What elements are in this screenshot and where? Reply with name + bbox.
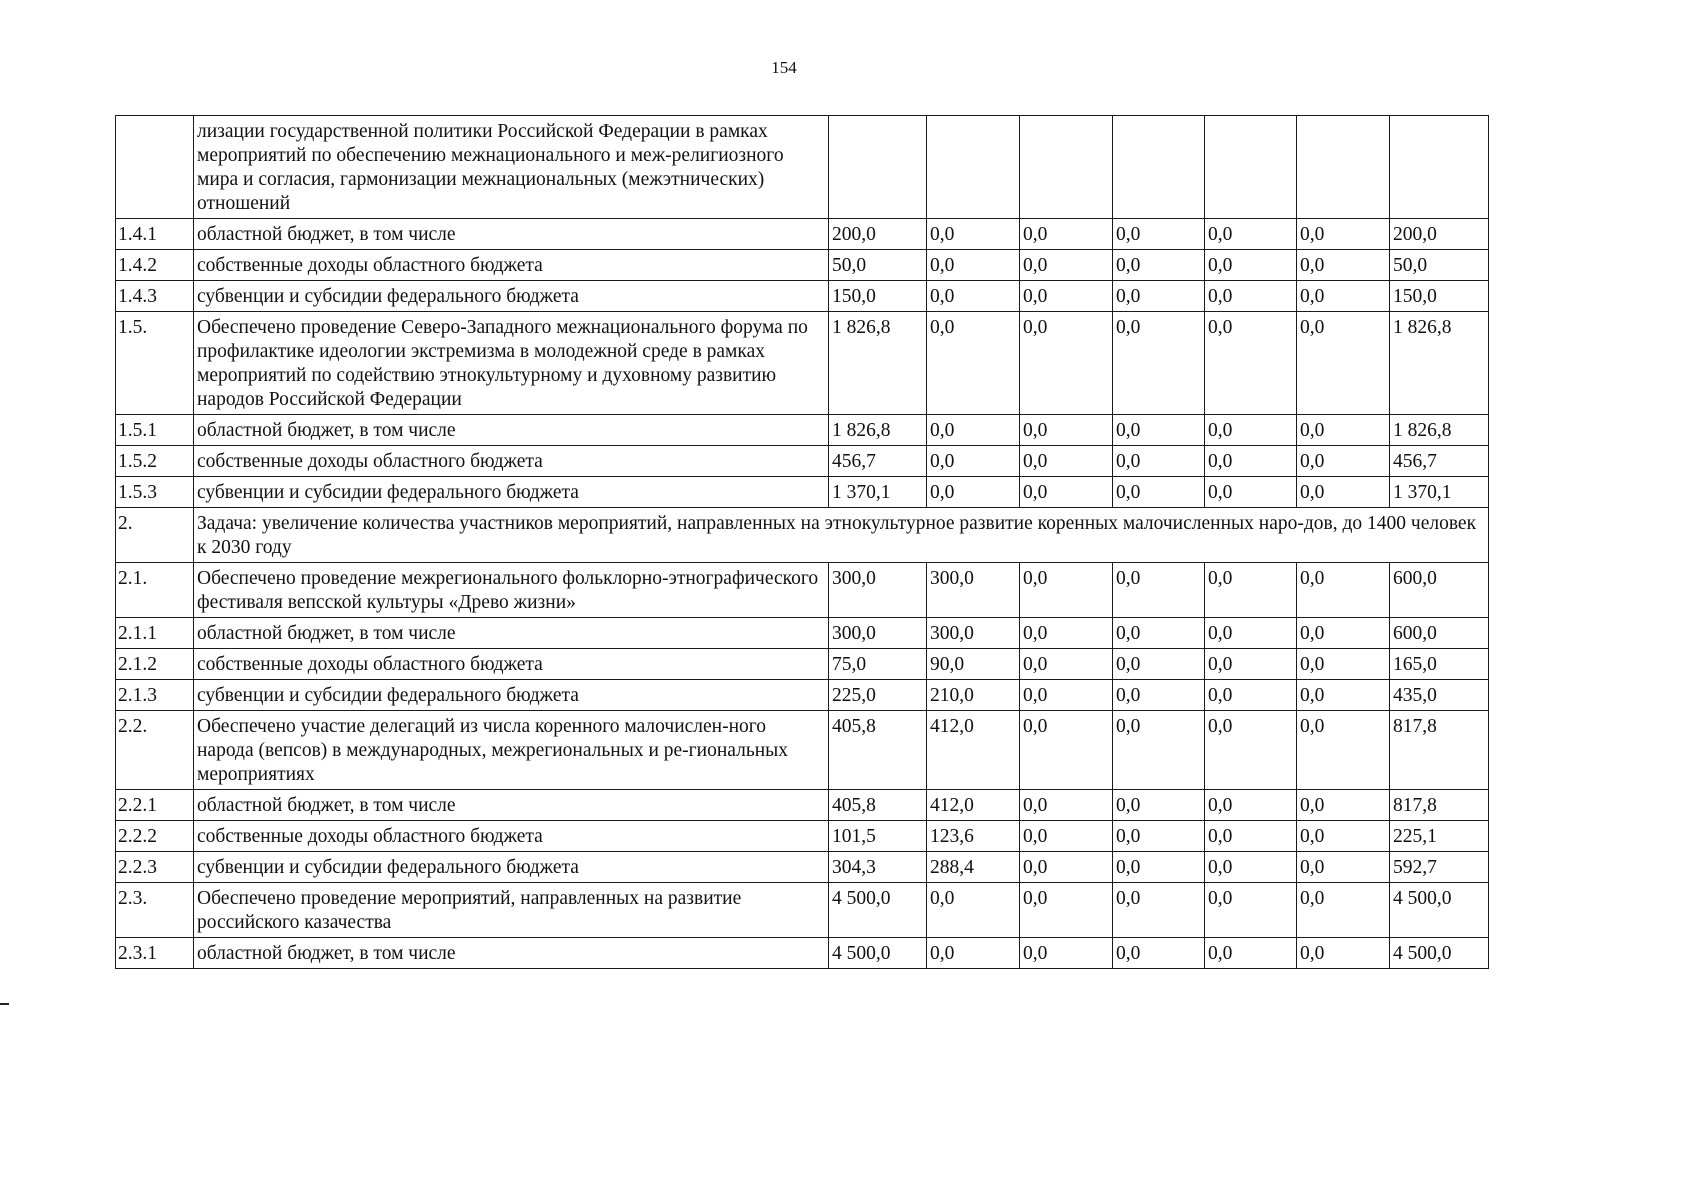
table-row	[116, 883, 1489, 938]
table-row	[116, 618, 1489, 649]
value-cell: 0,0	[1020, 649, 1113, 680]
value-cell-total: 600,0	[1390, 563, 1489, 618]
table-body	[116, 116, 1489, 969]
value-cell-total: 817,8	[1390, 790, 1489, 821]
value-cell: 123,6	[927, 821, 1020, 852]
row-description: областной бюджет, в том числе	[194, 219, 829, 250]
value-cell-total: 225,1	[1390, 821, 1489, 852]
row-number: 1.5.3	[116, 477, 194, 508]
row-number: 2.1.3	[116, 680, 194, 711]
value-cell: 0,0	[1205, 477, 1297, 508]
value-cell: 0,0	[1113, 250, 1205, 281]
value-cell: 456,7	[829, 446, 927, 477]
value-cell: 0,0	[1297, 852, 1390, 883]
value-cell-total: 1 370,1	[1390, 477, 1489, 508]
row-number: 2.1.2	[116, 649, 194, 680]
value-cell: 0,0	[1205, 821, 1297, 852]
table-row	[116, 415, 1489, 446]
value-cell: 0,0	[1113, 563, 1205, 618]
value-cell: 0,0	[1020, 938, 1113, 969]
value-cell: 412,0	[927, 711, 1020, 790]
row-number: 1.4.2	[116, 250, 194, 281]
value-cell: 300,0	[829, 618, 927, 649]
value-cell: 0,0	[1020, 883, 1113, 938]
value-cell: 0,0	[1113, 446, 1205, 477]
value-cell-total	[1390, 116, 1489, 219]
value-cell: 0,0	[1205, 883, 1297, 938]
value-cell: 0,0	[1020, 415, 1113, 446]
value-cell: 0,0	[1020, 852, 1113, 883]
value-cell: 405,8	[829, 711, 927, 790]
row-description: лизации государственной политики Российской Федерации в рамках мероприятий по обеспечению межнационального и меж-религиозного мира и согласия, гармонизации межнациональных (межэтнических) отношений	[194, 116, 829, 219]
value-cell: 0,0	[1297, 415, 1390, 446]
value-cell: 0,0	[1297, 649, 1390, 680]
value-cell	[927, 116, 1020, 219]
value-cell: 0,0	[1113, 281, 1205, 312]
value-cell: 0,0	[1020, 446, 1113, 477]
value-cell: 200,0	[829, 219, 927, 250]
value-cell: 4 500,0	[829, 883, 927, 938]
row-description: субвенции и субсидии федерального бюджета	[194, 477, 829, 508]
value-cell: 0,0	[1020, 312, 1113, 415]
value-cell: 225,0	[829, 680, 927, 711]
value-cell: 0,0	[1113, 618, 1205, 649]
value-cell	[1205, 116, 1297, 219]
value-cell-total: 435,0	[1390, 680, 1489, 711]
value-cell: 0,0	[927, 938, 1020, 969]
value-cell: 0,0	[1297, 477, 1390, 508]
value-cell-total: 817,8	[1390, 711, 1489, 790]
value-cell-total: 1 826,8	[1390, 415, 1489, 446]
value-cell: 0,0	[1297, 618, 1390, 649]
row-description: субвенции и субсидии федерального бюджета	[194, 680, 829, 711]
value-cell: 0,0	[1297, 281, 1390, 312]
value-cell: 0,0	[1297, 446, 1390, 477]
value-cell: 0,0	[1113, 680, 1205, 711]
row-description: Обеспечено проведение Северо-Западного межнационального форума по профилактике идеологии экстремизма в молодежной среде в рамках мероприятий по содействию этнокультурному и духовному развитию народов Российской Федерации	[194, 312, 829, 415]
value-cell: 0,0	[1113, 477, 1205, 508]
table-row	[116, 563, 1489, 618]
value-cell-total: 1 826,8	[1390, 312, 1489, 415]
value-cell: 300,0	[927, 618, 1020, 649]
value-cell: 1 826,8	[829, 415, 927, 446]
value-cell: 0,0	[1113, 711, 1205, 790]
value-cell: 0,0	[1020, 680, 1113, 711]
row-description: собственные доходы областного бюджета	[194, 649, 829, 680]
row-number: 1.4.3	[116, 281, 194, 312]
value-cell	[829, 116, 927, 219]
value-cell: 0,0	[927, 312, 1020, 415]
row-number: 1.4.1	[116, 219, 194, 250]
page-number: 154	[771, 58, 797, 77]
value-cell: 0,0	[1020, 563, 1113, 618]
row-description: областной бюджет, в том числе	[194, 938, 829, 969]
value-cell: 0,0	[1020, 281, 1113, 312]
value-cell-total: 165,0	[1390, 649, 1489, 680]
value-cell: 0,0	[1297, 219, 1390, 250]
value-cell-total: 150,0	[1390, 281, 1489, 312]
value-cell: 0,0	[1297, 883, 1390, 938]
table-row	[116, 649, 1489, 680]
table-row	[116, 508, 1489, 563]
row-number: 2.2.2	[116, 821, 194, 852]
value-cell: 210,0	[927, 680, 1020, 711]
row-number: 1.5.1	[116, 415, 194, 446]
table-row	[116, 790, 1489, 821]
row-description: Обеспечено участие делегаций из числа коренного малочислен-ного народа (вепсов) в международных, межрегиональных и ре-гиональных мероприятиях	[194, 711, 829, 790]
value-cell: 0,0	[1205, 415, 1297, 446]
value-cell: 0,0	[1205, 852, 1297, 883]
row-description: областной бюджет, в том числе	[194, 618, 829, 649]
value-cell: 0,0	[1205, 938, 1297, 969]
value-cell: 405,8	[829, 790, 927, 821]
value-cell: 0,0	[1020, 711, 1113, 790]
value-cell: 0,0	[1205, 790, 1297, 821]
value-cell: 288,4	[927, 852, 1020, 883]
value-cell: 0,0	[1020, 250, 1113, 281]
table-row	[116, 312, 1489, 415]
row-description: областной бюджет, в том числе	[194, 790, 829, 821]
row-description: Обеспечено проведение межрегионального фольклорно-этнографического фестиваля вепсской культуры «Древо жизни»	[194, 563, 829, 618]
value-cell: 0,0	[1205, 649, 1297, 680]
value-cell: 304,3	[829, 852, 927, 883]
row-number: 2.3.	[116, 883, 194, 938]
row-number: 2.2.3	[116, 852, 194, 883]
value-cell: 101,5	[829, 821, 927, 852]
value-cell	[1113, 116, 1205, 219]
value-cell: 0,0	[1020, 821, 1113, 852]
value-cell: 0,0	[1297, 563, 1390, 618]
value-cell: 0,0	[1205, 563, 1297, 618]
table-row	[116, 116, 1489, 219]
value-cell: 0,0	[1113, 415, 1205, 446]
value-cell: 50,0	[829, 250, 927, 281]
row-description: собственные доходы областного бюджета	[194, 821, 829, 852]
row-description: собственные доходы областного бюджета	[194, 446, 829, 477]
margin-mark	[0, 1003, 9, 1005]
table-row	[116, 938, 1489, 969]
value-cell: 0,0	[1113, 852, 1205, 883]
value-cell: 0,0	[1205, 680, 1297, 711]
value-cell: 0,0	[1113, 790, 1205, 821]
value-cell: 1 370,1	[829, 477, 927, 508]
value-cell: 0,0	[1297, 938, 1390, 969]
table-row	[116, 852, 1489, 883]
row-number: 2.	[116, 508, 194, 563]
value-cell-total: 50,0	[1390, 250, 1489, 281]
table-row	[116, 680, 1489, 711]
value-cell: 150,0	[829, 281, 927, 312]
value-cell: 0,0	[1113, 883, 1205, 938]
value-cell-total: 456,7	[1390, 446, 1489, 477]
value-cell: 0,0	[1020, 790, 1113, 821]
value-cell: 0,0	[1205, 446, 1297, 477]
value-cell: 0,0	[1297, 680, 1390, 711]
row-number: 2.2.	[116, 711, 194, 790]
value-cell: 0,0	[927, 446, 1020, 477]
value-cell: 4 500,0	[829, 938, 927, 969]
value-cell: 0,0	[927, 281, 1020, 312]
value-cell: 75,0	[829, 649, 927, 680]
task-description: Задача: увеличение количества участников мероприятий, направленных на этнокультурное развитие коренных малочисленных наро-дов, до 1400 человек к 2030 году	[194, 508, 1489, 563]
value-cell: 300,0	[927, 563, 1020, 618]
table-row	[116, 446, 1489, 477]
value-cell: 0,0	[1297, 821, 1390, 852]
value-cell: 0,0	[1297, 312, 1390, 415]
value-cell: 0,0	[1020, 219, 1113, 250]
value-cell: 0,0	[927, 477, 1020, 508]
row-number	[116, 116, 194, 219]
row-number: 1.5.2	[116, 446, 194, 477]
value-cell	[1020, 116, 1113, 219]
value-cell: 90,0	[927, 649, 1020, 680]
value-cell-total: 4 500,0	[1390, 938, 1489, 969]
table-row	[116, 219, 1489, 250]
value-cell: 0,0	[1113, 821, 1205, 852]
value-cell: 0,0	[1113, 649, 1205, 680]
row-description: Обеспечено проведение мероприятий, направленных на развитие российского казачества	[194, 883, 829, 938]
value-cell-total: 600,0	[1390, 618, 1489, 649]
row-number: 2.1.	[116, 563, 194, 618]
value-cell: 0,0	[1113, 312, 1205, 415]
value-cell: 0,0	[1205, 711, 1297, 790]
row-description: субвенции и субсидии федерального бюджета	[194, 281, 829, 312]
row-description: областной бюджет, в том числе	[194, 415, 829, 446]
value-cell: 0,0	[1020, 618, 1113, 649]
table-row	[116, 821, 1489, 852]
table-row	[116, 477, 1489, 508]
value-cell: 0,0	[1205, 618, 1297, 649]
value-cell-total: 4 500,0	[1390, 883, 1489, 938]
row-description: собственные доходы областного бюджета	[194, 250, 829, 281]
value-cell: 0,0	[1205, 312, 1297, 415]
value-cell-total: 592,7	[1390, 852, 1489, 883]
row-number: 2.2.1	[116, 790, 194, 821]
value-cell: 1 826,8	[829, 312, 927, 415]
value-cell: 0,0	[927, 415, 1020, 446]
value-cell-total: 200,0	[1390, 219, 1489, 250]
value-cell: 412,0	[927, 790, 1020, 821]
value-cell: 0,0	[1297, 790, 1390, 821]
row-number: 2.3.1	[116, 938, 194, 969]
budget-table	[115, 115, 1489, 969]
value-cell: 0,0	[1113, 219, 1205, 250]
value-cell: 0,0	[927, 883, 1020, 938]
value-cell: 0,0	[1205, 219, 1297, 250]
table-row	[116, 711, 1489, 790]
value-cell	[1297, 116, 1390, 219]
table-row	[116, 250, 1489, 281]
value-cell: 0,0	[1297, 711, 1390, 790]
row-number: 1.5.	[116, 312, 194, 415]
value-cell: 300,0	[829, 563, 927, 618]
value-cell: 0,0	[1113, 938, 1205, 969]
value-cell: 0,0	[927, 219, 1020, 250]
value-cell: 0,0	[1297, 250, 1390, 281]
value-cell: 0,0	[927, 250, 1020, 281]
row-description: субвенции и субсидии федерального бюджета	[194, 852, 829, 883]
row-number: 2.1.1	[116, 618, 194, 649]
value-cell: 0,0	[1020, 477, 1113, 508]
value-cell: 0,0	[1205, 281, 1297, 312]
value-cell: 0,0	[1205, 250, 1297, 281]
table-row	[116, 281, 1489, 312]
